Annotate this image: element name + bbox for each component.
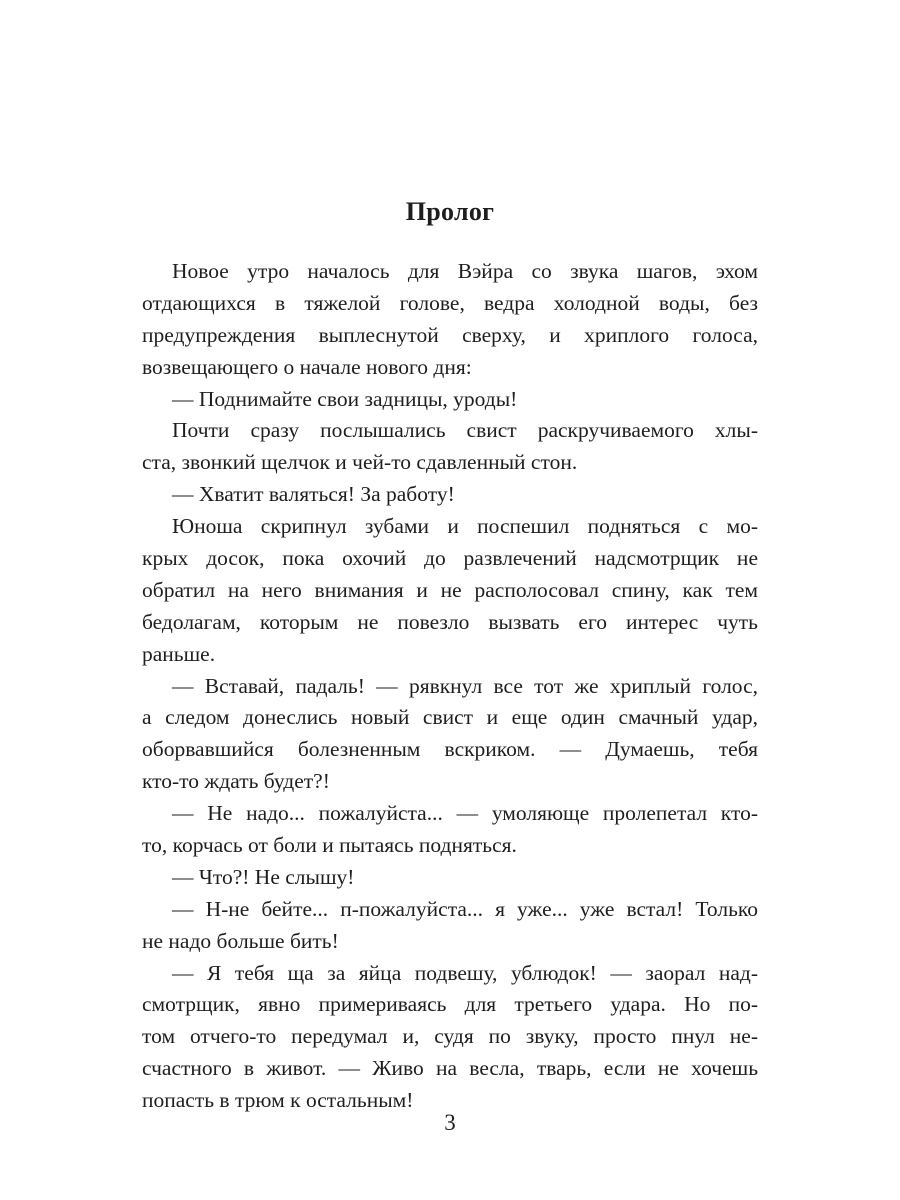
text-line: возвещающего о начале нового дня: xyxy=(142,354,472,379)
text-line: — Н-не бейте... п-пожалуйста... я уже... уже встал! Только xyxy=(172,896,758,921)
text-line: — Что?! Не слышу! xyxy=(172,864,355,889)
text-line: счастного в живот. — Живо на весла, тварь, если не хочешь xyxy=(142,1056,758,1081)
page-title: Пролог xyxy=(405,197,495,226)
text-line: то, корчась от боли и пытаясь подняться. xyxy=(142,833,517,858)
text-line: Почти сразу послышались свист раскручиваемого хлы- xyxy=(172,418,758,443)
text-line: обратил на него внимания и не располосовал спину, как тем xyxy=(142,577,758,602)
text-line: предупреждения выплеснутой сверху, и хриплого голоса, xyxy=(142,322,758,347)
text-line: смотрщик, явно примериваясь для третьего удара. Но по- xyxy=(142,992,758,1017)
text-line: крых досок, пока охочий до развлечений надсмотрщик не xyxy=(142,546,758,571)
text-line: Новое утро началось для Вэйра со звука шагов, эхом xyxy=(172,259,758,283)
text-line: а следом донеслись новый свист и еще один смачный удар, xyxy=(142,705,758,730)
page-number: 3 xyxy=(444,1110,456,1135)
text-line: — Я тебя ща за яйца подвешу, ублюдок! — заорал над- xyxy=(172,960,758,985)
text-line: — Хватит валяться! За работу! xyxy=(172,482,455,507)
text-line: бедолагам, которым не повезло вызвать его интерес чуть xyxy=(142,609,758,634)
text-line: — Вставай, падаль! — рявкнул все тот же хриплый голос, xyxy=(172,673,758,698)
text-line: попасть в трюм к остальным! xyxy=(142,1088,414,1113)
text-line: Юноша скрипнул зубами и поспешил подняться с мо- xyxy=(172,514,758,539)
text-line: том отчего-то передумал и, судя по звуку, просто пнул не- xyxy=(142,1024,758,1049)
text-line: кто-то ждать будет?! xyxy=(142,769,330,794)
text-line: ста, звонкий щелчок и чей-то сдавленный стон. xyxy=(142,450,578,475)
text-line: отдающихся в тяжелой голове, ведра холодной воды, без xyxy=(142,290,758,315)
text-line: не надо больше бить! xyxy=(142,928,339,953)
chapter-text xyxy=(142,256,758,1117)
text-line: раньше. xyxy=(142,641,216,666)
text-line: — Не надо... пожалуйста... — умоляюще пролепетал кто- xyxy=(172,801,758,826)
text-line: — Поднимайте свои задницы, уроды! xyxy=(172,386,518,411)
text-line: оборвавшийся болезненным вскриком. — Думаешь, тебя xyxy=(142,737,758,762)
